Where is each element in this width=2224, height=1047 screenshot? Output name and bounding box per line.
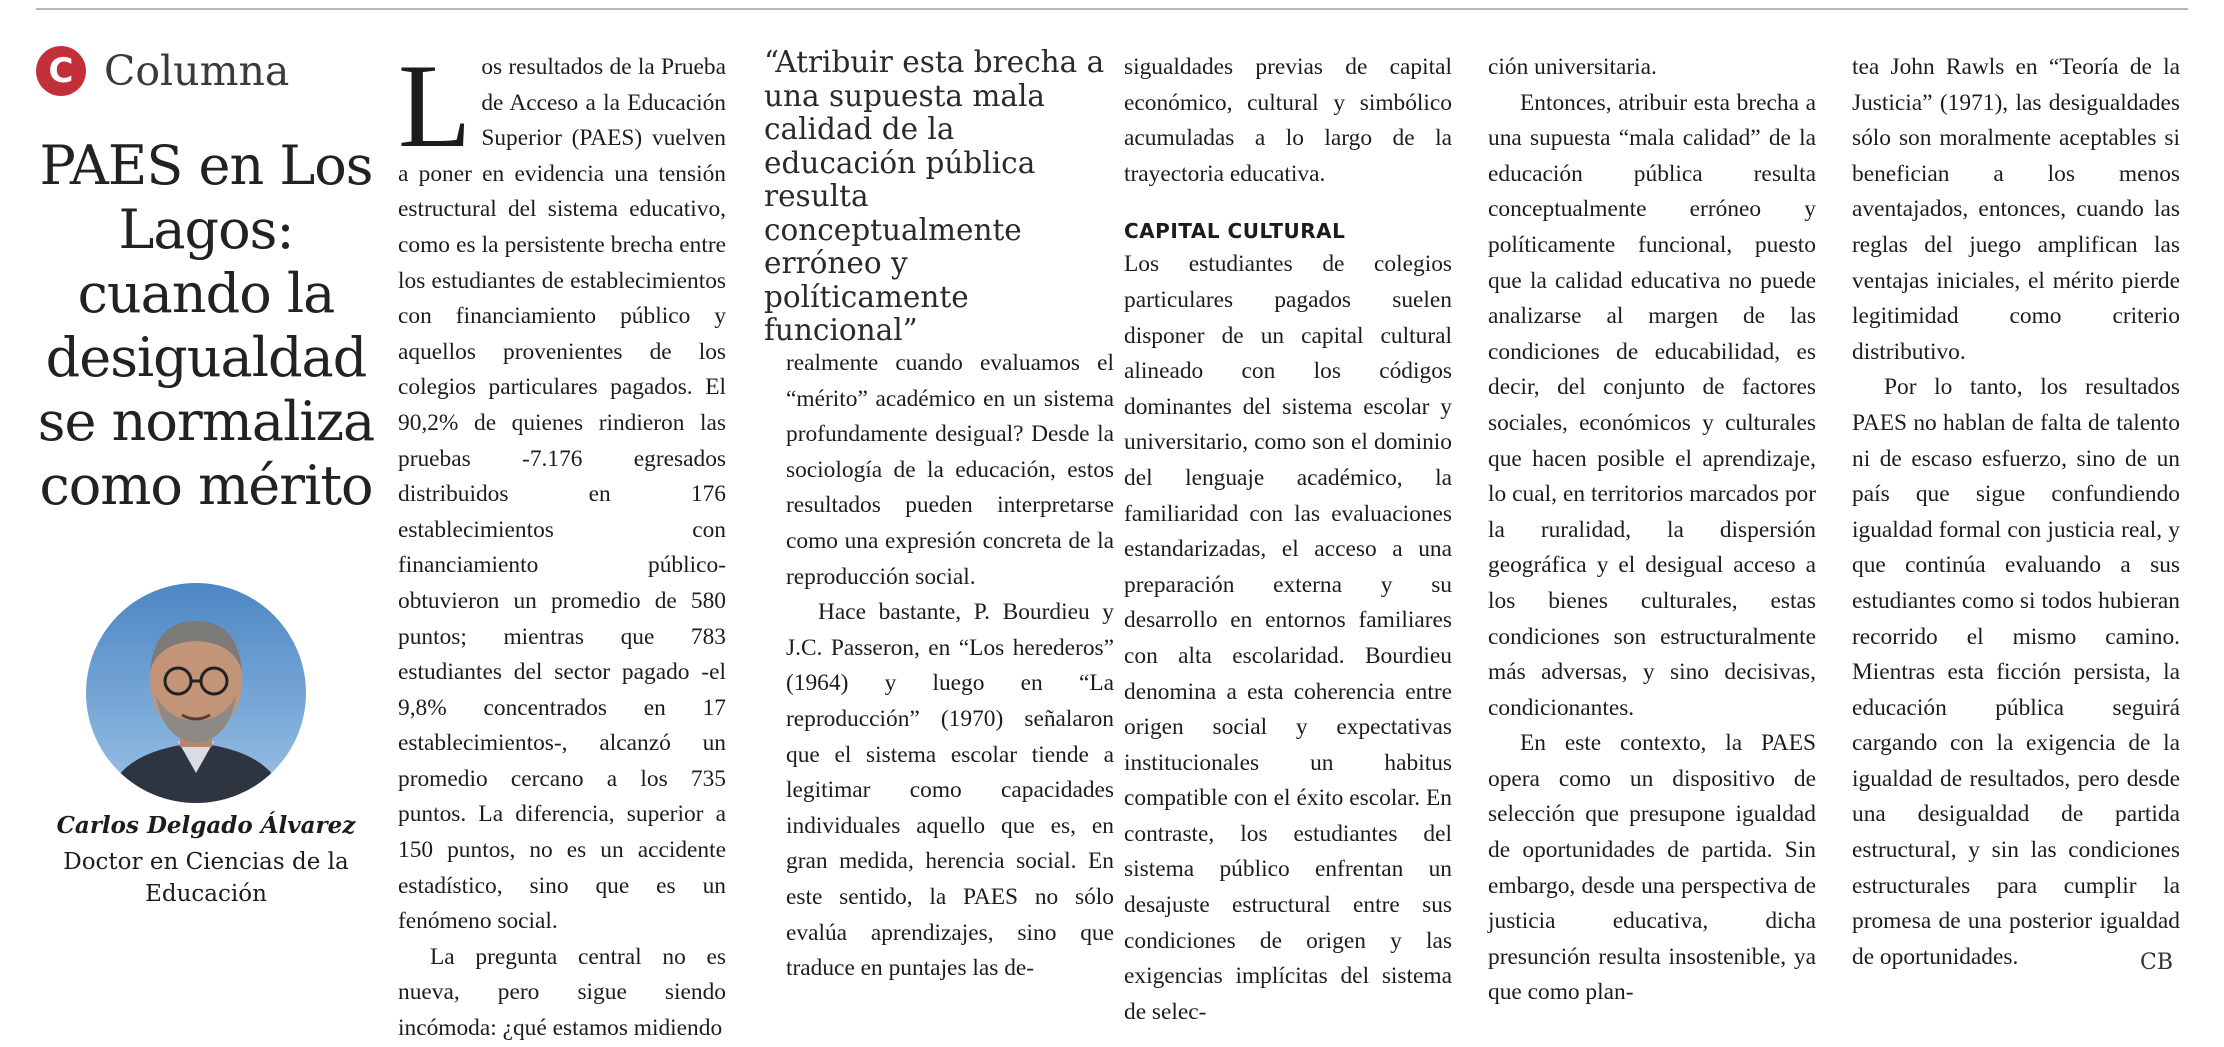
- article-paragraph: tea John Rawls en “Teoría de la Justicia” (1971), las desigualdades sólo son moralmente aceptables si benefician a los menos aventajados, entonces, cuando las reglas del juego amplifican las ventajas iniciales, el mérito pierde legitimidad como criterio distributivo.: [1852, 54, 2180, 365]
- pull-quote: “Atribuir esta brecha a una supuesta mala calidad de la educación pública resulta conceptualmente erróneo y políticamente funcional”: [764, 45, 1105, 347]
- article-paragraph: En este contexto, la PAES opera como un dispositivo de selección que presupone igualdad de oportunidades de partida. Sin embargo, desde una perspectiva de justicia educativa, dicha presunción resulta insostenible, ya que como plan-: [1488, 730, 1816, 1006]
- article-paragraph: Por lo tanto, los resultados PAES no hablan de falta de talento ni de escaso esfuerzo, sino de un país que sigue confundiendo igualdad formal con justicia real, y que continúa evaluando a sus estudiantes como si todos hubieran recorrido el mismo camino. Mientras esta ficción persista, la educación pública seguirá cargando con la exigencia de la igualdad de resultados, pero desde una desigualdad de partida estructural, y sin las condiciones estructurales para cumplir la promesa de una posterior igualdad de oportunidades.: [1852, 374, 2180, 970]
- top-rule: [36, 8, 2188, 10]
- author-name: Carlos Delgado Álvarez: [56, 812, 356, 839]
- article-column-5: [1852, 50, 2180, 975]
- article-paragraph: realmente cuando evaluamos el “mérito” académico en un sistema profundamente desigual? Desde la sociología de la educación, estos resultados pueden interpretarse como una expresión concreta de la reproducción social.: [786, 350, 1114, 590]
- section-label: Columna: [104, 47, 290, 95]
- article-paragraph: Los resultados de la Prueba de Acceso a la Educación Superior (PAES) vuelven a poner en evidencia una tensión estructural del sistema educativo, como es la persistente brecha entre los estudiantes de establecimientos con financiamiento público y aquellos provenientes de los colegios particulares pagados. El 90,2% de quienes rindieron las pruebas -7.176 egresados distribuidos en 176 establecimientos con financiamiento público- obtuvieron un promedio de 580 puntos; mientras que 783 estudiantes del sector pagado -el 9,8% concentrados en 17 establecimientos-, alcanzó un promedio cercano a los 735 puntos. La diferencia, superior a 150 puntos, no es un accidente estadístico, sino que es un fenómeno social.: [398, 39, 726, 935]
- section-subheading: CAPITAL CULTURAL: [1124, 219, 1346, 244]
- article-column-3: [1124, 50, 1452, 1030]
- author-photo: [86, 583, 306, 803]
- article-paragraph: Entonces, atribuir esta brecha a una supuesta “mala calidad” de la educación pública resulta conceptualmente erróneo y políticamente funcional, puesto que la calidad educativa no puede analizarse al margen de las condiciones de educabilidad, es decir, del conjunto de factores sociales, económicos y culturales que hacen posible el aprendizaje, lo cual, en territorios marcados por la ruralidad, la dispersión geográfica y el desigual acceso a los bienes culturales, estas condiciones son estructuralmente más adversas, y sino decisivas, condicionantes.: [1488, 89, 1816, 721]
- author-role: Doctor en Ciencias de la Educación: [63, 849, 349, 907]
- article-paragraph: La pregunta central no es nueva, pero sigue siendo incómoda: ¿qué estamos midiendo: [398, 943, 726, 1042]
- drop-cap: L: [398, 39, 472, 172]
- article-paragraph: sigualdades previas de capital económico, cultural y simbólico acumuladas a lo largo de la trayectoria educativa.: [1124, 54, 1452, 187]
- headline: PAES en Los Lagos: cuando la desigualdad se normaliza como mérito: [37, 134, 375, 517]
- avatar: [86, 583, 306, 803]
- article-paragraph: Hace bastante, P. Bourdieu y J.C. Passeron, en “Los herederos” (1964) y luego en “La reproducción” (1970) señalaron que el sistema escolar tiende a legitimar como capacidades individuales aquello que es, en gran medida, herencia social. En este sentido, la PAES no sólo evalúa aprendizajes, sino que traduce en puntajes las de-: [786, 599, 1114, 982]
- end-mark: CB: [2140, 950, 2173, 975]
- section-header: [36, 46, 289, 96]
- article-paragraph: Los estudiantes de colegios particulares pagados suelen disponer de un capital cultural alineado con los códigos dominantes del sistema escolar y universitario, como son el dominio del lenguaje académico, la familiaridad con las evaluaciones estandarizadas, el acceso a una preparación externa y su desarrollo en entornos familiares con alta escolaridad. Bourdieu denomina a esta coherencia entre origen social y expectativas institucionales un habitus compatible con el éxito escolar. En contraste, los estudiantes del sistema público enfrentan un desajuste estructural entre sus condiciones de origen y las exigencias implícitas del sistema de selec-: [1124, 251, 1452, 1025]
- section-badge: C: [36, 46, 86, 96]
- article-column-2: [786, 346, 1114, 987]
- article-column-4: [1488, 50, 1816, 1011]
- article-paragraph: ción universitaria.: [1488, 54, 1657, 80]
- article-column-1: [398, 39, 726, 1047]
